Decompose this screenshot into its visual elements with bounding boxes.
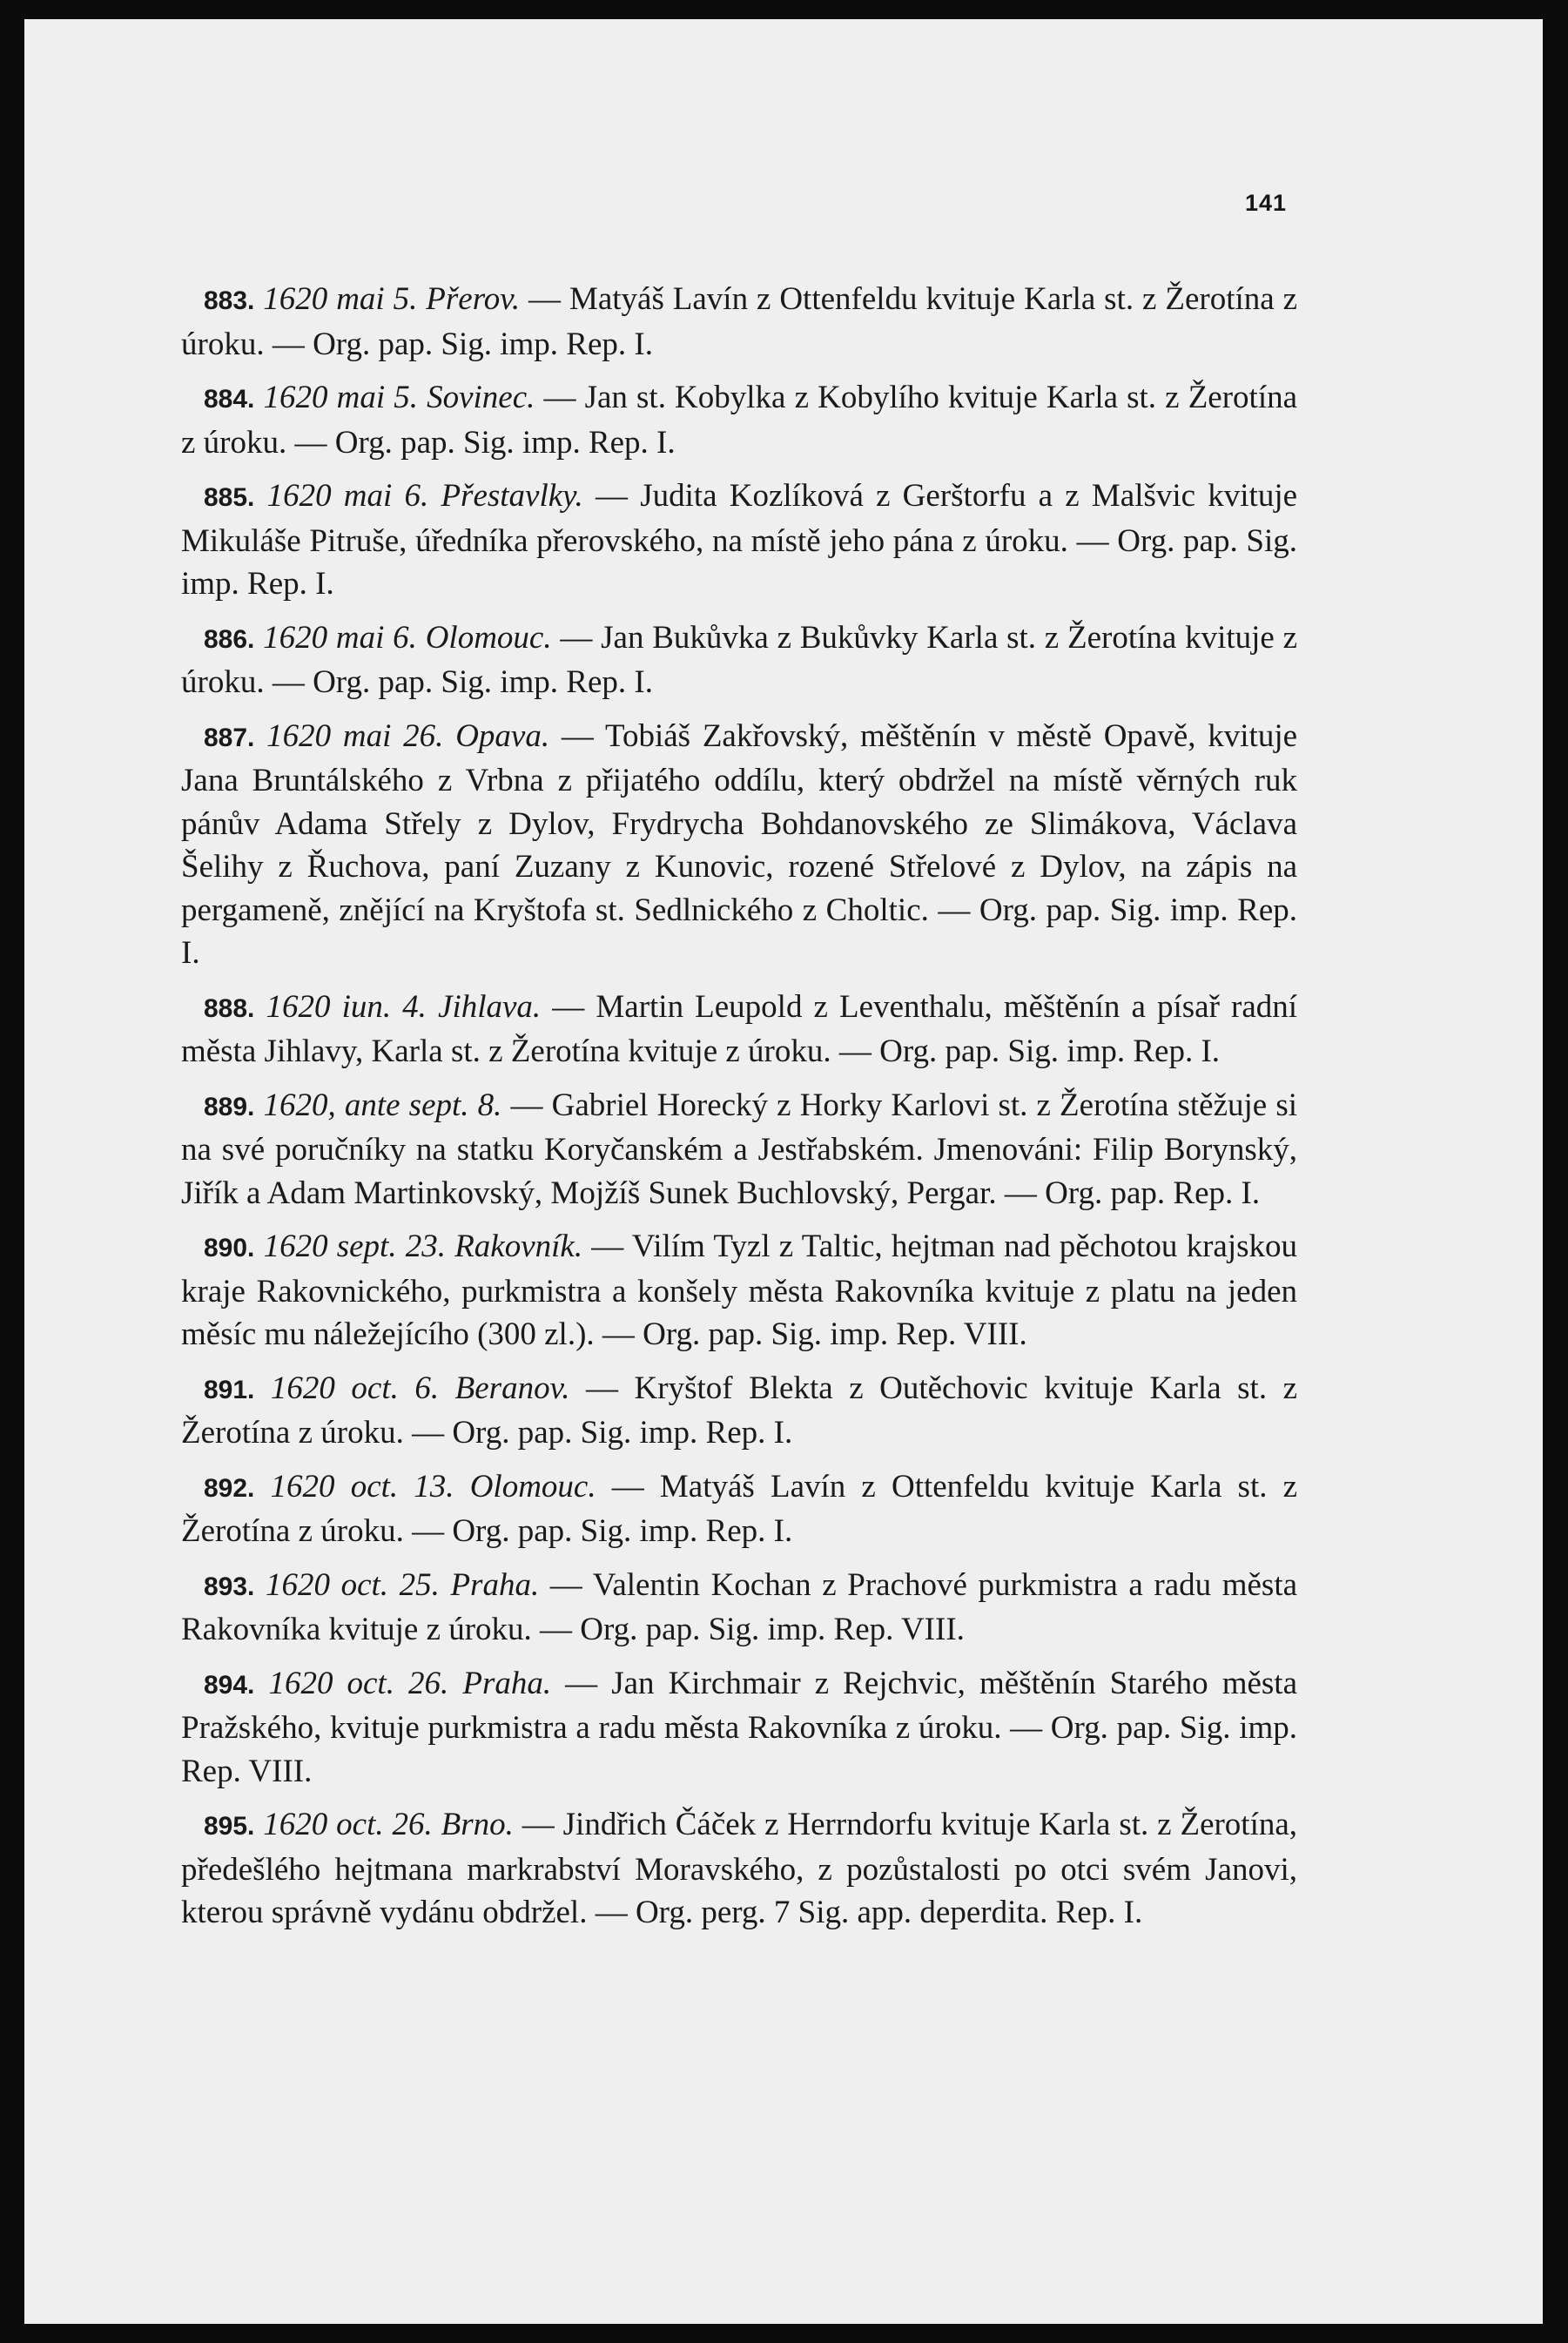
- entry-place: Rakovník.: [454, 1229, 583, 1264]
- entry-place: Praha.: [450, 1566, 540, 1603]
- entry-text: — Matyáš Lavín z Ottenfeldu kvituje Karla st. z Žerotína z úroku. — Org. pap. Sig. imp. Rep. I.: [181, 1468, 1298, 1549]
- entry-number: 889.: [204, 1092, 255, 1121]
- entry-text: — Jan st. Kobylka z Kobylího kvituje Karla st. z Žerotína z úroku. — Org. pap. Sig. imp. Rep. I.: [181, 380, 1298, 461]
- regest-entry: [181, 1564, 1297, 1652]
- entry-number: 890.: [204, 1234, 255, 1262]
- entry-number: 895.: [204, 1812, 255, 1841]
- entry-number: 891.: [204, 1375, 255, 1404]
- entry-date: 1620 sept. 23.: [263, 1229, 447, 1264]
- entry-place: Opava.: [455, 717, 550, 754]
- regest-entry: [181, 1367, 1297, 1455]
- entry-date: 1620, ante sept. 8.: [263, 1087, 502, 1123]
- entry-text: — Judita Kozlíková z Gerštorfu a z Malšvic kvituje Mikuláše Pitruše, úředníka přerovského, na místě jeho pána z úroku. — Org. pap. Sig. imp. Rep. I.: [181, 478, 1298, 602]
- entry-place: Přerov.: [426, 281, 521, 317]
- regest-entry: [181, 1662, 1297, 1794]
- entry-number: 883.: [204, 286, 255, 315]
- entry-date: 1620 oct. 6.: [270, 1370, 440, 1406]
- entry-date: 1620 mai 26.: [266, 717, 444, 754]
- entry-number: 888.: [204, 993, 255, 1023]
- entry-text: — Tobiáš Zakřovský, měštěnín v městě Opavě, kvituje Jana Bruntálského z Vrbna z přijatého oddílu, který obdržel na místě věrných ruk pánův Adama Střely z Dylov, Frydrycha Bohdanovského ze Slimákova, Václava Šelihy z Řuchova, paní Zuzany z Kunovic, rozené Střelové z Dylov, na zápis na pergameně, znějící na Kryštofa st. Sedlnického z Choltic. — Org. pap. Sig. imp. Rep. I.: [181, 717, 1298, 971]
- entry-text: — Valentin Kochan z Prachové purkmistra a radu města Rakovníka kvituje z úroku. — Org. pap. Sig. imp. Rep. VIII.: [181, 1566, 1298, 1647]
- entry-text: — Jan Bukůvka z Bukůvky Karla st. z Žerotína kvituje z úroku. — Org. pap. Sig. imp. Rep. I.: [181, 619, 1298, 700]
- entry-text: — Vilím Tyzl z Taltic, hejtman nad pěchotou krajskou kraje Rakovnického, purkmistra a konšely města Rakovníka kvituje z platu na jeden měsíc mu náležejícího (300 zl.). — Org. pap. Sig. imp. Rep. VIII.: [181, 1229, 1297, 1352]
- regest-entry: [181, 1084, 1297, 1215]
- regest-entry: [181, 616, 1297, 704]
- regest-entry: [181, 1465, 1297, 1553]
- entry-place: Jihlava.: [438, 988, 542, 1025]
- entry-number: 892.: [204, 1473, 255, 1503]
- entry-text: — Martin Leupold z Leventhalu, měštěnín a písař radní města Jihlavy, Karla st. z Žerotína kvituje z úroku. — Org. pap. Sig. imp. Rep. I.: [181, 988, 1298, 1069]
- entry-date: 1620 oct. 26.: [263, 1807, 433, 1842]
- entry-place: Beranov.: [454, 1370, 570, 1406]
- entry-date: 1620 oct. 13.: [270, 1468, 454, 1505]
- entry-date: 1620 oct. 25.: [265, 1566, 440, 1603]
- entry-date: 1620 mai 6.: [266, 478, 429, 514]
- regest-entry: [181, 278, 1297, 366]
- entry-place: Brno.: [441, 1807, 514, 1842]
- entry-date: 1620 mai 5.: [263, 281, 418, 317]
- entry-place: Praha.: [462, 1665, 552, 1701]
- entry-number: 884.: [204, 385, 255, 414]
- document-page: [24, 19, 1543, 2324]
- entry-place: Přestavlky.: [441, 478, 583, 514]
- regest-entry: [181, 715, 1297, 975]
- regest-entry: [181, 475, 1297, 606]
- entry-number: 886.: [204, 624, 255, 654]
- regesta-list: [181, 278, 1297, 1945]
- entry-text: — Matyáš Lavín z Ottenfeldu kvituje Karla st. z Žerotína z úroku. — Org. pap. Sig. imp. Rep. I.: [181, 281, 1298, 362]
- entry-text: — Jindřich Čáček z Herrndorfu kvituje Karla st. z Žerotína, předešlého hejtmana markrabství Moravského, z pozůstalosti po otci svém Janovi, kterou správně vydánu obdržel. — Org. perg. 7 Sig. app. deperdita. Rep. I.: [181, 1807, 1298, 1930]
- entry-number: 893.: [204, 1572, 255, 1601]
- entry-date: 1620 iun. 4.: [266, 988, 427, 1025]
- entry-text: — Gabriel Horecký z Horky Karlovi st. z Žerotína stěžuje si na své poručníky na statku Koryčanském a Jestřabském. Jmenováni: Filip Borynský, Jiřík a Adam Martinkovský, Mojžíš Sunek Buchlovský, Pergar. — Org. pap. Rep. I.: [181, 1087, 1297, 1211]
- entry-text: — Jan Kirchmair z Rejchvic, měštěnín Starého města Pražského, kvituje purkmistra a radu města Rakovníka z úroku. — Org. pap. Sig. imp. Rep. VIII.: [181, 1665, 1298, 1789]
- regest-entry: [181, 1225, 1297, 1357]
- entry-number: 894.: [204, 1670, 255, 1700]
- entry-number: 887.: [204, 723, 255, 752]
- entry-date: 1620 oct. 26.: [268, 1665, 449, 1701]
- entry-date: 1620 mai 6.: [263, 619, 417, 656]
- regest-entry: [181, 1803, 1297, 1935]
- entry-text: — Kryštof Blekta z Outěchovic kvituje Karla st. z Žerotína z úroku. — Org. pap. Sig. imp. Rep. I.: [181, 1370, 1298, 1451]
- entry-place: Olomouc.: [469, 1468, 596, 1505]
- entry-number: 885.: [204, 483, 255, 512]
- entry-place: Sovinec.: [427, 380, 535, 415]
- regest-entry: [181, 986, 1297, 1074]
- entry-date: 1620 mai 5.: [263, 380, 418, 415]
- regest-entry: [181, 376, 1297, 464]
- entry-place: Olomouc.: [425, 619, 552, 656]
- page-number: 141: [1245, 190, 1288, 216]
